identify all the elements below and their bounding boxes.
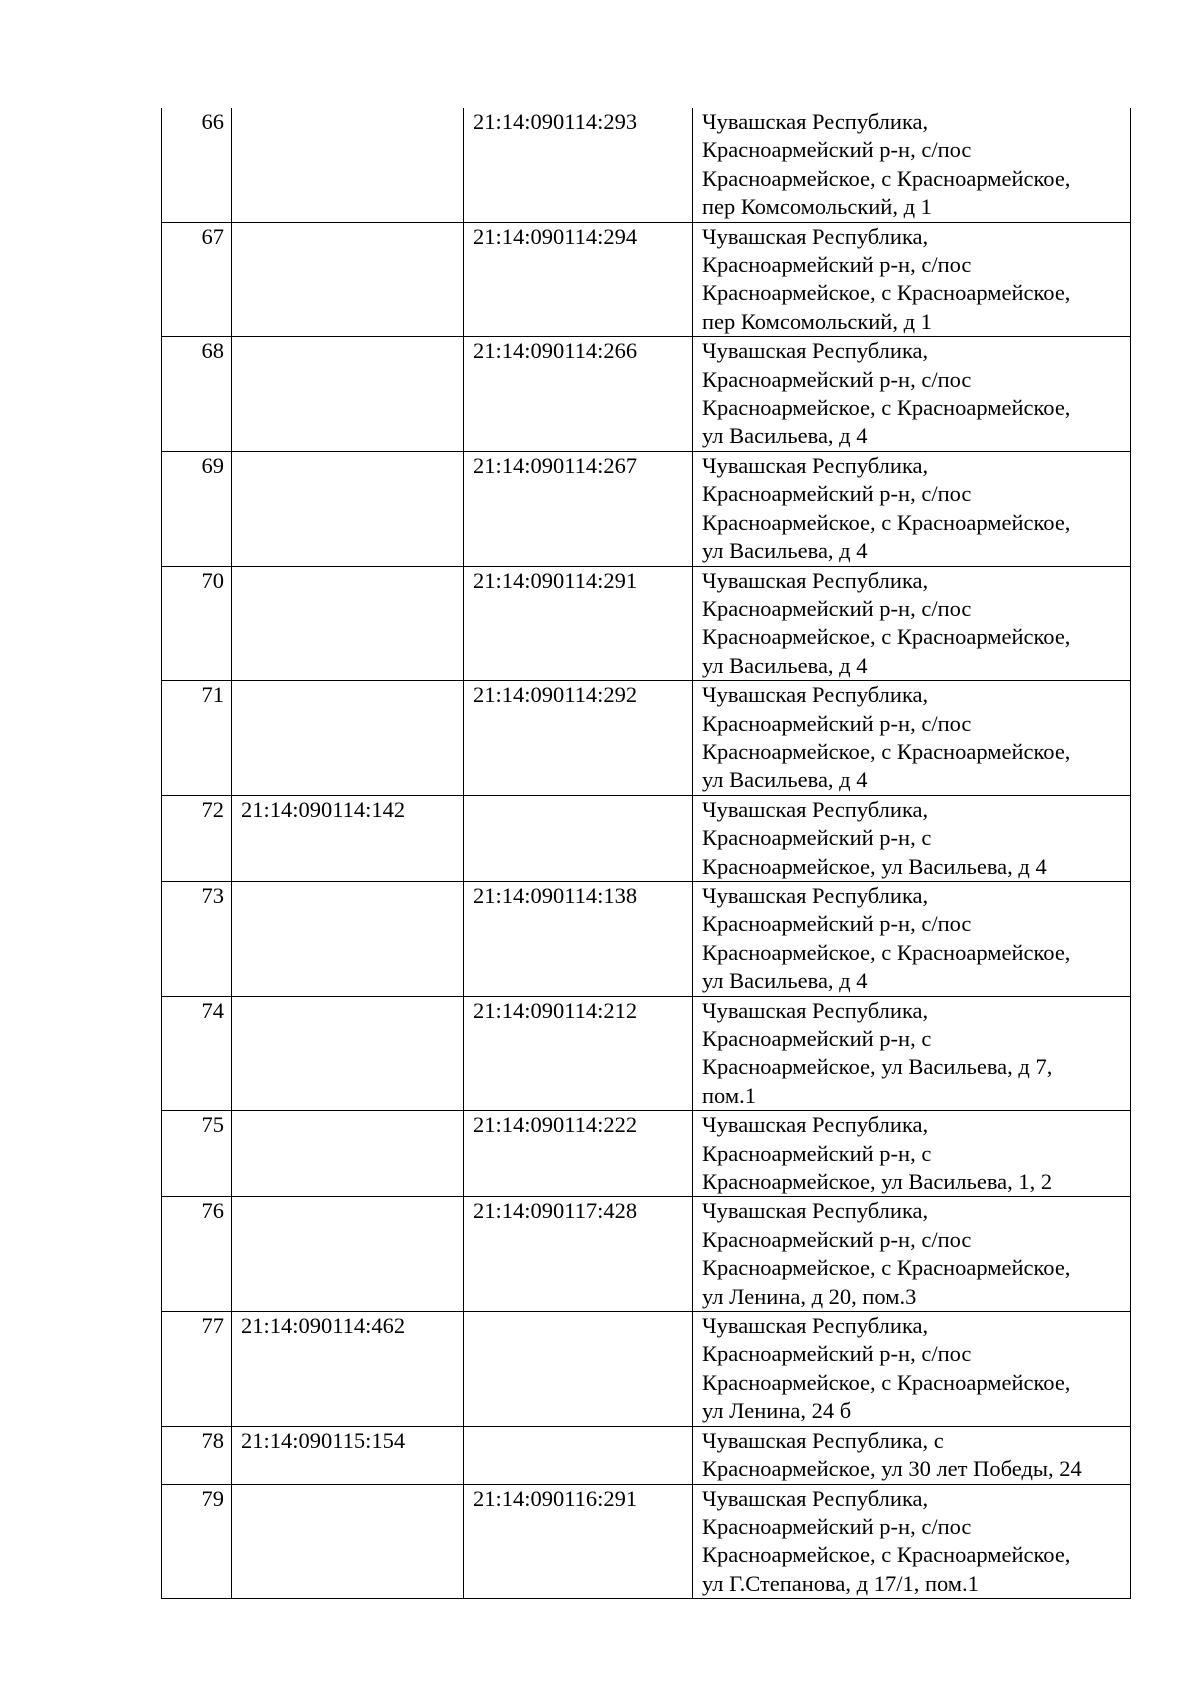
row-number: 74 — [162, 996, 232, 1111]
address-line: Чувашская Республика, — [702, 1485, 929, 1511]
address-line: Чувашская Республика, — [702, 223, 929, 249]
address-line: Красноармейское, с Красноармейское, — [702, 738, 1071, 764]
cadastral-object-number: 21:14:090117:428 — [464, 1197, 693, 1312]
address-line: Чувашская Республика, — [702, 1313, 929, 1339]
address-line: Чувашская Республика, — [702, 452, 929, 478]
address-line: Чувашская Республика, — [702, 796, 929, 822]
row-number: 71 — [162, 681, 232, 796]
row-number: 73 — [162, 881, 232, 996]
address-line: Чувашская Республика, с — [702, 1427, 944, 1453]
address-cell — [693, 881, 1131, 996]
cadastral-object-number: 21:14:090114:266 — [464, 337, 693, 452]
registry-table-body — [162, 108, 1131, 1599]
address-line: ул Васильева, д 4 — [702, 652, 868, 678]
cadastral-parcel-number — [232, 1111, 464, 1197]
address-line: ул Васильева, д 4 — [702, 767, 868, 793]
address-line: Красноармейское, с Красноармейское, — [702, 1255, 1071, 1281]
address-line: Чувашская Республика, — [702, 109, 929, 134]
cadastral-object-number: 21:14:090114:267 — [464, 451, 693, 566]
address-cell — [693, 451, 1131, 566]
row-number: 78 — [162, 1426, 232, 1484]
address-cell — [693, 795, 1131, 881]
cadastral-parcel-number — [232, 881, 464, 996]
address-line: ул Ленина, д 20, пом.3 — [702, 1283, 917, 1309]
table-row — [162, 566, 1131, 681]
cadastral-object-number — [464, 795, 693, 881]
address-line: Красноармейский р-н, с/пос — [702, 595, 972, 621]
address-line: Красноармейское, с Красноармейское, — [702, 1542, 1071, 1568]
cadastral-parcel-number: 21:14:090114:462 — [232, 1312, 464, 1427]
address-line: Чувашская Республика, — [702, 1112, 929, 1138]
table-row — [162, 1426, 1131, 1484]
address-line: Красноармейский р-н, с/пос — [702, 1226, 972, 1252]
address-cell — [693, 1426, 1131, 1484]
cadastral-object-number — [464, 1426, 693, 1484]
address-line: ул Васильева, д 4 — [702, 538, 868, 564]
address-line: Красноармейское, ул Васильева, 1, 2 — [702, 1169, 1053, 1195]
cadastral-parcel-number — [232, 337, 464, 452]
table-row — [162, 337, 1131, 452]
cadastral-object-number: 21:14:090114:138 — [464, 881, 693, 996]
address-line: ул Ленина, 24 б — [702, 1398, 852, 1424]
cadastral-parcel-number — [232, 681, 464, 796]
address-line: Чувашская Республика, — [702, 882, 929, 908]
address-line: Красноармейское, ул Васильева, д 4 — [702, 853, 1047, 879]
address-cell — [693, 1111, 1131, 1197]
row-number: 76 — [162, 1197, 232, 1312]
address-line: Красноармейское, с Красноармейское, — [702, 280, 1071, 306]
address-line: Красноармейский р-н, с — [702, 825, 932, 851]
address-line: пом.1 — [702, 1082, 756, 1108]
address-line: ул Г.Степанова, д 17/1, пом.1 — [702, 1570, 979, 1596]
row-number: 79 — [162, 1484, 232, 1599]
address-line: Красноармейский р-н, с/пос — [702, 1513, 972, 1539]
cadastral-object-number — [464, 1312, 693, 1427]
address-line: Красноармейский р-н, с/пос — [702, 137, 972, 163]
table-row — [162, 222, 1131, 337]
address-cell — [693, 566, 1131, 681]
cadastral-parcel-number — [232, 1484, 464, 1599]
cadastral-object-number: 21:14:090114:212 — [464, 996, 693, 1111]
address-cell — [693, 337, 1131, 452]
address-line: ул Васильева, д 4 — [702, 968, 868, 994]
address-line: Красноармейское, с Красноармейское, — [702, 624, 1071, 650]
row-number: 77 — [162, 1312, 232, 1427]
table-row — [162, 451, 1131, 566]
address-line: Красноармейский р-н, с/пос — [702, 1341, 972, 1367]
table-row — [162, 1312, 1131, 1427]
cadastral-object-number: 21:14:090114:292 — [464, 681, 693, 796]
cadastral-object-number: 21:14:090114:293 — [464, 108, 693, 222]
row-number: 69 — [162, 451, 232, 566]
cadastral-parcel-number — [232, 108, 464, 222]
cadastral-object-number: 21:14:090116:291 — [464, 1484, 693, 1599]
cadastral-parcel-number: 21:14:090115:154 — [232, 1426, 464, 1484]
address-line: пер Комсомольский, д 1 — [702, 308, 932, 334]
cadastral-object-number: 21:14:090114:291 — [464, 566, 693, 681]
address-cell — [693, 1197, 1131, 1312]
cadastral-parcel-number — [232, 222, 464, 337]
address-line: пер Комсомольский, д 1 — [702, 194, 932, 220]
row-number: 75 — [162, 1111, 232, 1197]
table-row — [162, 1111, 1131, 1197]
address-line: Красноармейское, с Красноармейское, — [702, 1369, 1071, 1395]
cadastral-parcel-number — [232, 1197, 464, 1312]
table-row — [162, 795, 1131, 881]
address-line: Красноармейское, ул 30 лет Победы, 24 — [702, 1456, 1082, 1482]
address-line: Красноармейский р-н, с/пос — [702, 710, 972, 736]
address-line: ул Васильева, д 4 — [702, 423, 868, 449]
address-line: Красноармейское, ул Васильева, д 7, — [702, 1054, 1053, 1080]
row-number: 70 — [162, 566, 232, 681]
address-cell — [693, 108, 1131, 222]
address-line: Красноармейское, с Красноармейское, — [702, 509, 1071, 535]
address-line: Красноармейский р-н, с/пос — [702, 366, 972, 392]
address-cell — [693, 222, 1131, 337]
address-cell — [693, 1312, 1131, 1427]
address-cell — [693, 681, 1131, 796]
row-number: 66 — [162, 108, 232, 222]
table-row — [162, 681, 1131, 796]
property-registry-table — [161, 108, 1131, 1599]
table-row — [162, 1484, 1131, 1599]
cadastral-parcel-number — [232, 451, 464, 566]
cadastral-parcel-number: 21:14:090114:142 — [232, 795, 464, 881]
row-number: 68 — [162, 337, 232, 452]
address-line: Чувашская Республика, — [702, 567, 929, 593]
address-line: Красноармейский р-н, с/пос — [702, 911, 972, 937]
address-line: Красноармейское, с Красноармейское, — [702, 165, 1071, 191]
address-line: Красноармейское, с Красноармейское, — [702, 939, 1071, 965]
address-line: Чувашская Республика, — [702, 682, 929, 708]
address-line: Красноармейский р-н, с/пос — [702, 481, 972, 507]
address-line: Красноармейское, с Красноармейское, — [702, 395, 1071, 421]
address-cell — [693, 996, 1131, 1111]
address-line: Чувашская Республика, — [702, 997, 929, 1023]
row-number: 67 — [162, 222, 232, 337]
address-line: Красноармейский р-н, с/пос — [702, 252, 972, 278]
table-row — [162, 881, 1131, 996]
table-row — [162, 996, 1131, 1111]
address-line: Красноармейский р-н, с — [702, 1026, 932, 1051]
cadastral-object-number: 21:14:090114:222 — [464, 1111, 693, 1197]
address-line: Красноармейский р-н, с — [702, 1140, 932, 1166]
address-line: Чувашская Республика, — [702, 338, 929, 364]
row-number: 72 — [162, 795, 232, 881]
table-row — [162, 1197, 1131, 1312]
table-row — [162, 108, 1131, 222]
address-line: Чувашская Республика, — [702, 1198, 929, 1224]
address-cell — [693, 1484, 1131, 1599]
cadastral-parcel-number — [232, 566, 464, 681]
cadastral-parcel-number — [232, 996, 464, 1111]
cadastral-object-number: 21:14:090114:294 — [464, 222, 693, 337]
